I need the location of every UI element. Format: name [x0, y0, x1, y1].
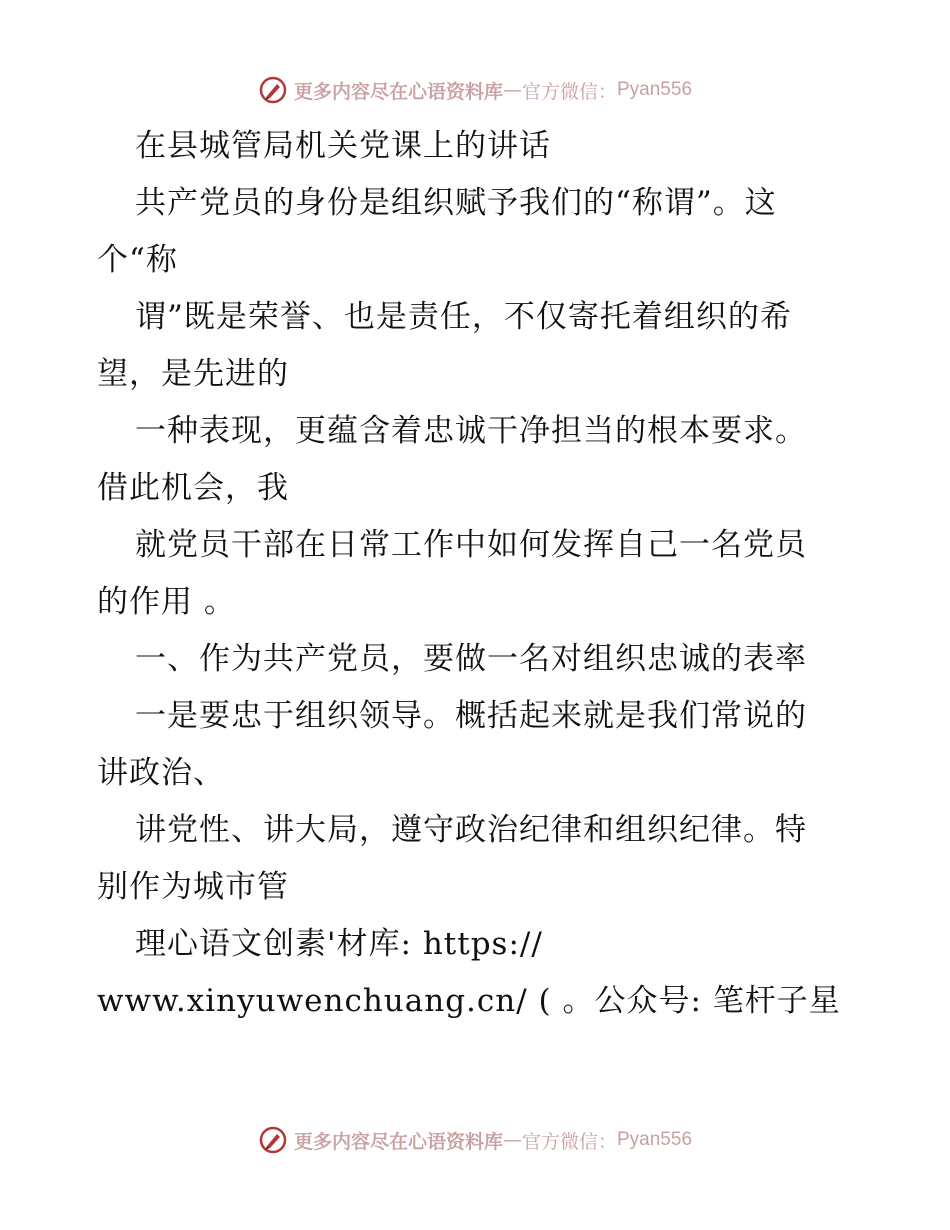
pen-logo-icon [258, 75, 288, 105]
paragraph-line: 借此机会，我 [97, 470, 289, 506]
watermark-wechat-id: Pyan556 [617, 1129, 693, 1150]
paragraph-line: 理心语文创素'材库: https:// [135, 926, 543, 962]
document-title: 在县城管局机关党课上的讲话 [135, 128, 551, 164]
watermark-separator: — [502, 79, 522, 101]
section-heading: 一、作为共产党员，要做一名对组织忠诚的表率 [135, 641, 807, 677]
paragraph-line: 谓”既是荣誉、也是责任，不仅寄托着组织的希 [135, 299, 792, 335]
paragraph-line: 望，是先进的 [97, 356, 289, 392]
watermark-main-text: 更多内容尽在心语资料库 [293, 1130, 503, 1153]
paragraph-line: www.xinyuwenchuang.cn/ ( 。公众号: 笔杆子星 [97, 983, 841, 1019]
watermark-banner-bottom [0, 1122, 950, 1158]
paragraph-line: 一是要忠于组织领导。概括起来就是我们常说的 [135, 698, 807, 734]
paragraph-line: 的作用 。 [97, 584, 236, 620]
paragraph-line: 讲党性、讲大局，遵守政治纪律和组织纪律。特 [135, 812, 807, 848]
paragraph-line: 一种表现，更蕴含着忠诚干净担当的根本要求。 [135, 413, 807, 449]
watermark-banner-top [0, 72, 950, 108]
document-body [97, 118, 857, 1030]
watermark-main-text: 更多内容尽在心语资料库 [293, 80, 503, 103]
watermark-wechat-label: 官方微信： [521, 80, 617, 103]
paragraph-line: 个“称 [97, 242, 178, 278]
watermark-wechat-label: 官方微信： [521, 1130, 617, 1153]
pen-logo-icon [258, 1125, 288, 1155]
watermark-separator: — [502, 1129, 522, 1151]
watermark-wechat-id: Pyan556 [617, 79, 693, 100]
paragraph-line: 共产党员的身份是组织赋予我们的“称谓”。这 [135, 185, 777, 221]
paragraph-line: 就党员干部在日常工作中如何发挥自己一名党员 [135, 527, 807, 563]
paragraph-line: 讲政治、 [97, 755, 225, 791]
paragraph-line: 别作为城市管 [97, 869, 289, 905]
